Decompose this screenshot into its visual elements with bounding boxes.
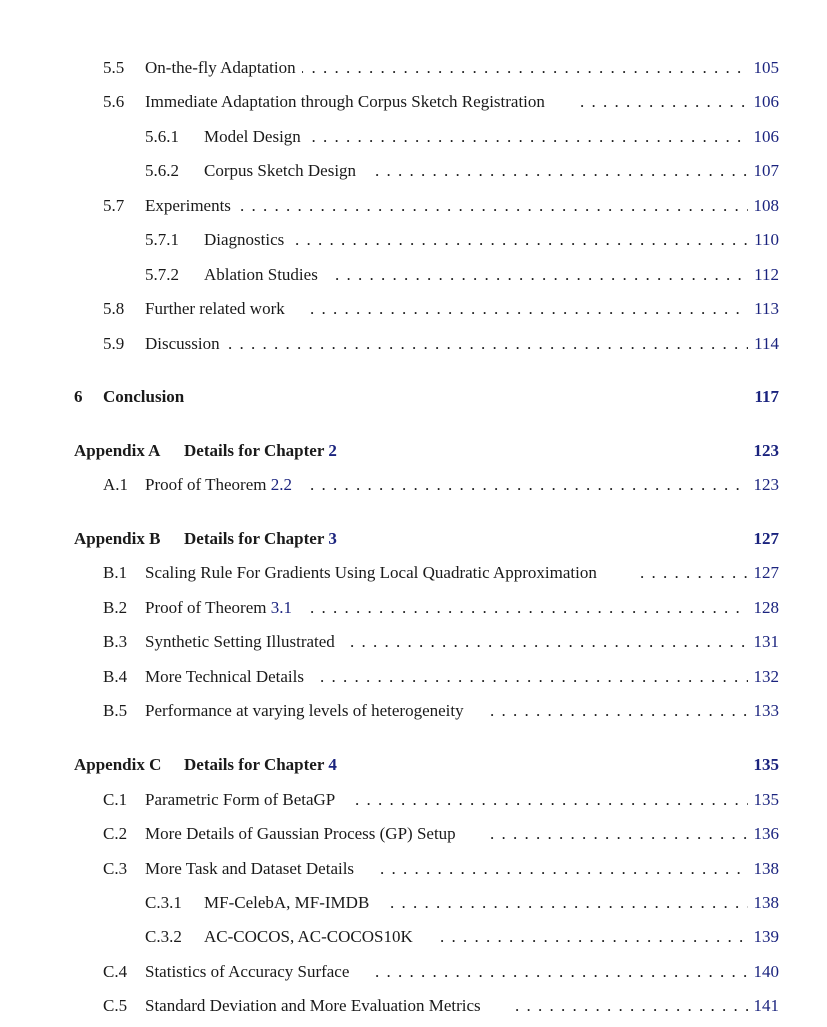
toc-entry[interactable] bbox=[0, 598, 827, 624]
dot-leader bbox=[380, 859, 752, 879]
page-number-link[interactable]: 128 bbox=[748, 598, 780, 618]
chapter-number: 6 bbox=[74, 387, 83, 406]
dot-leader bbox=[300, 127, 752, 147]
section-number: C.2 bbox=[103, 824, 128, 843]
section-title: Scaling Rule For Gradients Using Local Quadratic Approximation bbox=[145, 563, 603, 583]
dot-leader bbox=[320, 667, 752, 687]
page-number-link[interactable]: 113 bbox=[748, 299, 779, 319]
toc-entry[interactable] bbox=[0, 299, 827, 325]
dot-leader bbox=[580, 92, 752, 112]
dot-leader bbox=[490, 701, 752, 721]
dot-leader bbox=[310, 475, 752, 495]
toc-entry[interactable] bbox=[0, 790, 827, 816]
toc-entry[interactable] bbox=[0, 334, 827, 360]
section-title: Ablation Studies bbox=[204, 265, 324, 285]
chapter-ref-link[interactable]: 3 bbox=[328, 529, 337, 548]
section-number: 5.7 bbox=[103, 196, 125, 215]
toc-chapter-entry[interactable] bbox=[0, 441, 827, 467]
page-number-link[interactable]: 135 bbox=[748, 790, 780, 810]
chapter-ref-link[interactable]: 2 bbox=[328, 441, 337, 460]
section-title: Immediate Adaptation through Corpus Sketch Registration bbox=[145, 92, 551, 112]
dot-leader bbox=[350, 632, 752, 652]
page-number-link[interactable]: 140 bbox=[748, 962, 780, 982]
section-title: Standard Deviation and More Evaluation Metrics bbox=[145, 996, 487, 1016]
page-number-link[interactable]: 108 bbox=[748, 196, 780, 216]
page-number-link[interactable]: 141 bbox=[748, 996, 780, 1016]
toc-entry[interactable] bbox=[0, 475, 827, 501]
section-title: Model Design bbox=[204, 127, 307, 147]
page-number-link[interactable]: 114 bbox=[748, 334, 779, 354]
section-number: 5.6 bbox=[103, 92, 125, 111]
section-title: More Technical Details bbox=[145, 667, 310, 687]
section-title: Discussion bbox=[145, 334, 226, 354]
toc-entry[interactable] bbox=[0, 230, 827, 256]
section-number: A.1 bbox=[103, 475, 129, 494]
page-number-link[interactable]: 138 bbox=[748, 893, 780, 913]
section-number: 5.6.2 bbox=[145, 161, 179, 180]
dot-leader bbox=[640, 563, 752, 583]
section-title: Proof of Theorem 3.1 bbox=[145, 598, 298, 618]
page-number-link[interactable]: 136 bbox=[748, 824, 780, 844]
toc-chapter-entry[interactable] bbox=[0, 755, 827, 781]
toc-chapter-entry[interactable] bbox=[0, 529, 827, 555]
page-number-link[interactable]: 133 bbox=[748, 701, 780, 721]
theorem-ref-link[interactable]: 2.2 bbox=[270, 475, 292, 494]
toc-entry[interactable] bbox=[0, 92, 827, 118]
appendix-label: Appendix B bbox=[74, 529, 161, 548]
section-title: Corpus Sketch Design bbox=[204, 161, 362, 181]
toc-entry[interactable] bbox=[0, 893, 827, 919]
page-number-link[interactable]: 117 bbox=[748, 387, 779, 407]
dot-leader bbox=[300, 58, 752, 78]
page-number-link[interactable]: 127 bbox=[748, 529, 780, 549]
section-number: C.5 bbox=[103, 996, 128, 1015]
dot-leader bbox=[375, 962, 752, 982]
page-number-link[interactable]: 139 bbox=[748, 927, 780, 947]
dot-leader bbox=[310, 598, 752, 618]
section-title: Statistics of Accuracy Surface bbox=[145, 962, 355, 982]
section-number: C.3.1 bbox=[145, 893, 182, 912]
dot-leader bbox=[228, 334, 752, 354]
section-number: 5.7.2 bbox=[145, 265, 179, 284]
toc-entry[interactable] bbox=[0, 58, 827, 84]
section-number: 5.8 bbox=[103, 299, 125, 318]
chapter-ref-link[interactable]: 4 bbox=[328, 755, 337, 774]
section-title: Performance at varying levels of heterogeneity bbox=[145, 701, 470, 721]
toc-entry[interactable] bbox=[0, 127, 827, 153]
page-number-link[interactable]: 132 bbox=[748, 667, 780, 687]
toc-entry[interactable] bbox=[0, 161, 827, 187]
page-number-link[interactable]: 110 bbox=[748, 230, 779, 250]
section-title: On-the-fly Adaptation bbox=[145, 58, 302, 78]
dot-leader bbox=[335, 265, 752, 285]
section-title: Parametric Form of BetaGP bbox=[145, 790, 341, 810]
page-number-link[interactable]: 138 bbox=[748, 859, 780, 879]
toc-entry[interactable] bbox=[0, 996, 827, 1022]
section-number: 5.6.1 bbox=[145, 127, 179, 146]
page-number-link[interactable]: 112 bbox=[748, 265, 779, 285]
section-number: C.1 bbox=[103, 790, 128, 809]
page-number-link[interactable]: 106 bbox=[748, 127, 780, 147]
section-number: 5.9 bbox=[103, 334, 125, 353]
section-number: B.1 bbox=[103, 563, 128, 582]
section-number: C.3 bbox=[103, 859, 128, 878]
toc-entry[interactable] bbox=[0, 701, 827, 727]
chapter-title: Details for Chapter 2 bbox=[184, 441, 343, 461]
page-number-link[interactable]: 105 bbox=[748, 58, 780, 78]
section-number: C.3.2 bbox=[145, 927, 182, 946]
appendix-label: Appendix A bbox=[74, 441, 161, 460]
chapter-title: Details for Chapter 3 bbox=[184, 529, 343, 549]
appendix-label: Appendix C bbox=[74, 755, 162, 774]
section-number: B.4 bbox=[103, 667, 128, 686]
page-number-link[interactable]: 123 bbox=[748, 441, 780, 461]
toc-chapter-entry[interactable] bbox=[0, 387, 827, 413]
section-title: Further related work bbox=[145, 299, 291, 319]
section-title: AC-COCOS, AC-COCOS10K bbox=[204, 927, 419, 947]
section-title: Diagnostics bbox=[204, 230, 290, 250]
toc-entry[interactable] bbox=[0, 927, 827, 953]
dot-leader bbox=[240, 196, 752, 216]
toc-entry[interactable] bbox=[0, 667, 827, 693]
toc-entry[interactable] bbox=[0, 824, 827, 850]
dot-leader bbox=[310, 299, 752, 319]
section-title: More Task and Dataset Details bbox=[145, 859, 360, 879]
chapter-title: Conclusion bbox=[103, 387, 190, 407]
section-title: Experiments bbox=[145, 196, 237, 216]
section-title: Proof of Theorem 2.2 bbox=[145, 475, 298, 495]
toc-entry[interactable] bbox=[0, 563, 827, 589]
section-title: More Details of Gaussian Process (GP) Setup bbox=[145, 824, 462, 844]
dot-leader bbox=[375, 161, 752, 181]
page-number-link[interactable]: 131 bbox=[748, 632, 780, 652]
dot-leader bbox=[390, 893, 752, 913]
chapter-title: Details for Chapter 4 bbox=[184, 755, 343, 775]
dot-leader bbox=[440, 927, 752, 947]
section-number: B.5 bbox=[103, 701, 128, 720]
section-title: Synthetic Setting Illustrated bbox=[145, 632, 341, 652]
dot-leader bbox=[515, 996, 752, 1016]
toc-entry[interactable] bbox=[0, 265, 827, 291]
page-number-link[interactable]: 127 bbox=[748, 563, 780, 583]
section-number: 5.7.1 bbox=[145, 230, 179, 249]
page-number-link[interactable]: 135 bbox=[748, 755, 780, 775]
section-number: B.3 bbox=[103, 632, 128, 651]
dot-leader bbox=[355, 790, 752, 810]
toc-entry[interactable] bbox=[0, 962, 827, 988]
dot-leader bbox=[490, 824, 752, 844]
theorem-ref-link[interactable]: 3.1 bbox=[270, 598, 292, 617]
section-number: C.4 bbox=[103, 962, 128, 981]
page-number-link[interactable]: 106 bbox=[748, 92, 780, 112]
dot-leader bbox=[295, 230, 752, 250]
toc-entry[interactable] bbox=[0, 196, 827, 222]
section-number: B.2 bbox=[103, 598, 128, 617]
page-number-link[interactable]: 107 bbox=[748, 161, 780, 181]
section-title: MF-CelebA, MF-IMDB bbox=[204, 893, 375, 913]
section-number: 5.5 bbox=[103, 58, 125, 77]
page-number-link[interactable]: 123 bbox=[748, 475, 780, 495]
toc-entry[interactable] bbox=[0, 632, 827, 658]
toc-entry[interactable] bbox=[0, 859, 827, 885]
